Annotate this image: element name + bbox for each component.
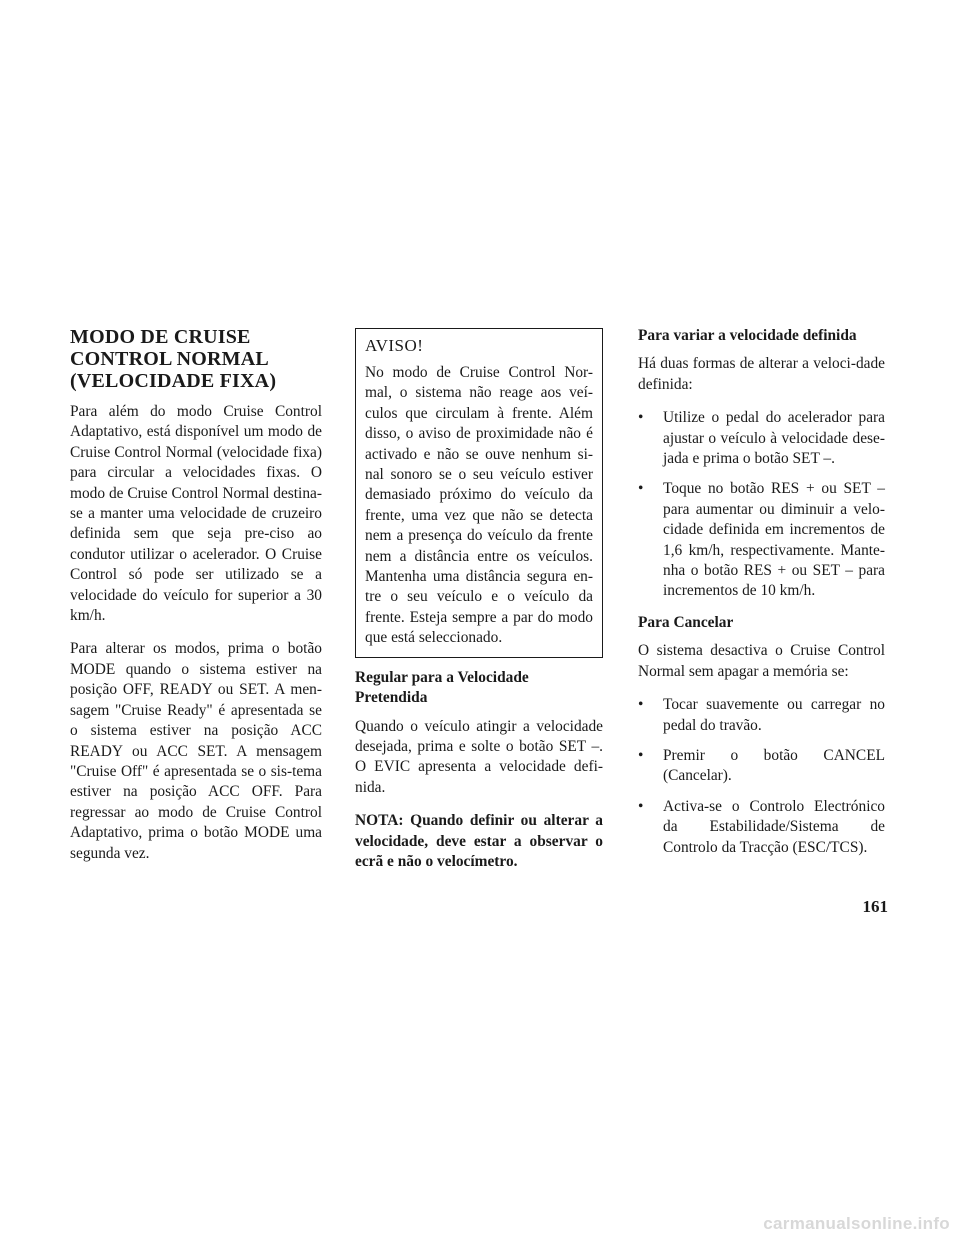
watermark: carmanualsonline.info <box>763 1214 950 1233</box>
paragraph: Para além do modo Cruise Control Adaptativo, está disponível um modo de Cruise Control Normal (velocidade fixa) para circular a velocidades fixas. O modo de Cruise Control Normal destina-se a manter uma velocidade de cruzeiro definida sem que seja pre-ciso ao condutor utilizar o acelerador. O Cruise Control só pode ser utilizado se a velocidade do veículo for superior a 30 km/h. <box>70 403 322 625</box>
page-number: 161 <box>862 897 888 916</box>
subheading: Regular para a Velocidade Pretendida <box>355 668 529 707</box>
paragraph: Quando o veículo atingir a velocidade desejada, prima e solte o botão SET –. O EVIC apresenta a velocidade defi-nida. <box>355 717 603 796</box>
bullet-icon: • <box>638 409 644 427</box>
list-item <box>638 695 885 736</box>
warning-text: No modo de Cruise Control Nor-mal, o sistema não reage aos veí-culos que circulam à frente. Além disso, o aviso de proximidade não é activado e não se ouve nenhum si-nal sonoro se o seu veículo estiver demasiado próximo do veículo da frente, uma vez que não se detecta nem a presença do veículo da frente nem a distância entre os veículos. Mantenha uma distância segura en-tre o seu veículo e o veículo da frente. Esteja sempre a par do modo que está seleccionado. <box>365 364 593 647</box>
section-heading: MODO DE CRUISE CONTROL NORMAL (VELOCIDADE FIXA) <box>70 326 277 392</box>
list-item <box>638 746 885 787</box>
list-item <box>638 408 885 469</box>
bullet-icon: • <box>638 696 644 714</box>
warning-title: AVISO! <box>365 336 424 355</box>
column-right <box>638 326 885 869</box>
list-item-text: Activa-se o Controlo Electrónico da Estabilidade/Sistema de Controlo da Tracção (ESC/TCS). <box>663 797 885 856</box>
subheading: Para Cancelar <box>638 613 734 631</box>
list-item-text: Tocar suavemente ou carregar no pedal do travão. <box>663 696 885 734</box>
paragraph: Há duas formas de alterar a veloci-dade definida: <box>638 355 885 393</box>
bullet-list <box>638 408 885 602</box>
bullet-icon: • <box>638 480 644 498</box>
list-item <box>638 797 885 858</box>
bullet-list <box>638 695 885 858</box>
list-item <box>638 479 885 601</box>
warning-box <box>355 328 603 658</box>
paragraph: O sistema desactiva o Cruise Control Normal sem apagar a memória se: <box>638 642 885 680</box>
list-item-text: Premir o botão CANCEL (Cancelar). <box>663 746 885 785</box>
list-item-text: Toque no botão RES + ou SET – para aumentar ou diminuir a velo-cidade definida em incrementos de 1,6 km/h, respectivamente. Mante-nha o botão RES + ou SET – para incrementos de 10 km/h. <box>663 480 885 600</box>
note: NOTA: Quando definir ou alterar a velocidade, deve estar a observar o ecrã e não o velocímetro. <box>355 812 603 870</box>
paragraph: Para alterar os modos, prima o botão MODE quando o sistema estiver na posição OFF, READY ou SET. A men-sagem "Cruise Ready" é apresentada se o sistema estiver na posição ACC READY ou ACC SET. A mensagem "Cruise Off" é apresentada se o sis-tema estiver na posição ACC OFF. Para regressar ao modo de Cruise Control Adaptativo, prima o botão MODE uma segunda vez. <box>70 640 322 862</box>
column-middle <box>355 326 603 885</box>
list-item-text: Utilize o pedal do acelerador para ajustar o veículo à velocidade dese-jada e prima o botão SET –. <box>663 409 885 468</box>
bullet-icon: • <box>638 746 644 764</box>
subheading: Para variar a velocidade definida <box>638 327 857 344</box>
column-left <box>70 326 322 877</box>
bullet-icon: • <box>638 797 644 815</box>
